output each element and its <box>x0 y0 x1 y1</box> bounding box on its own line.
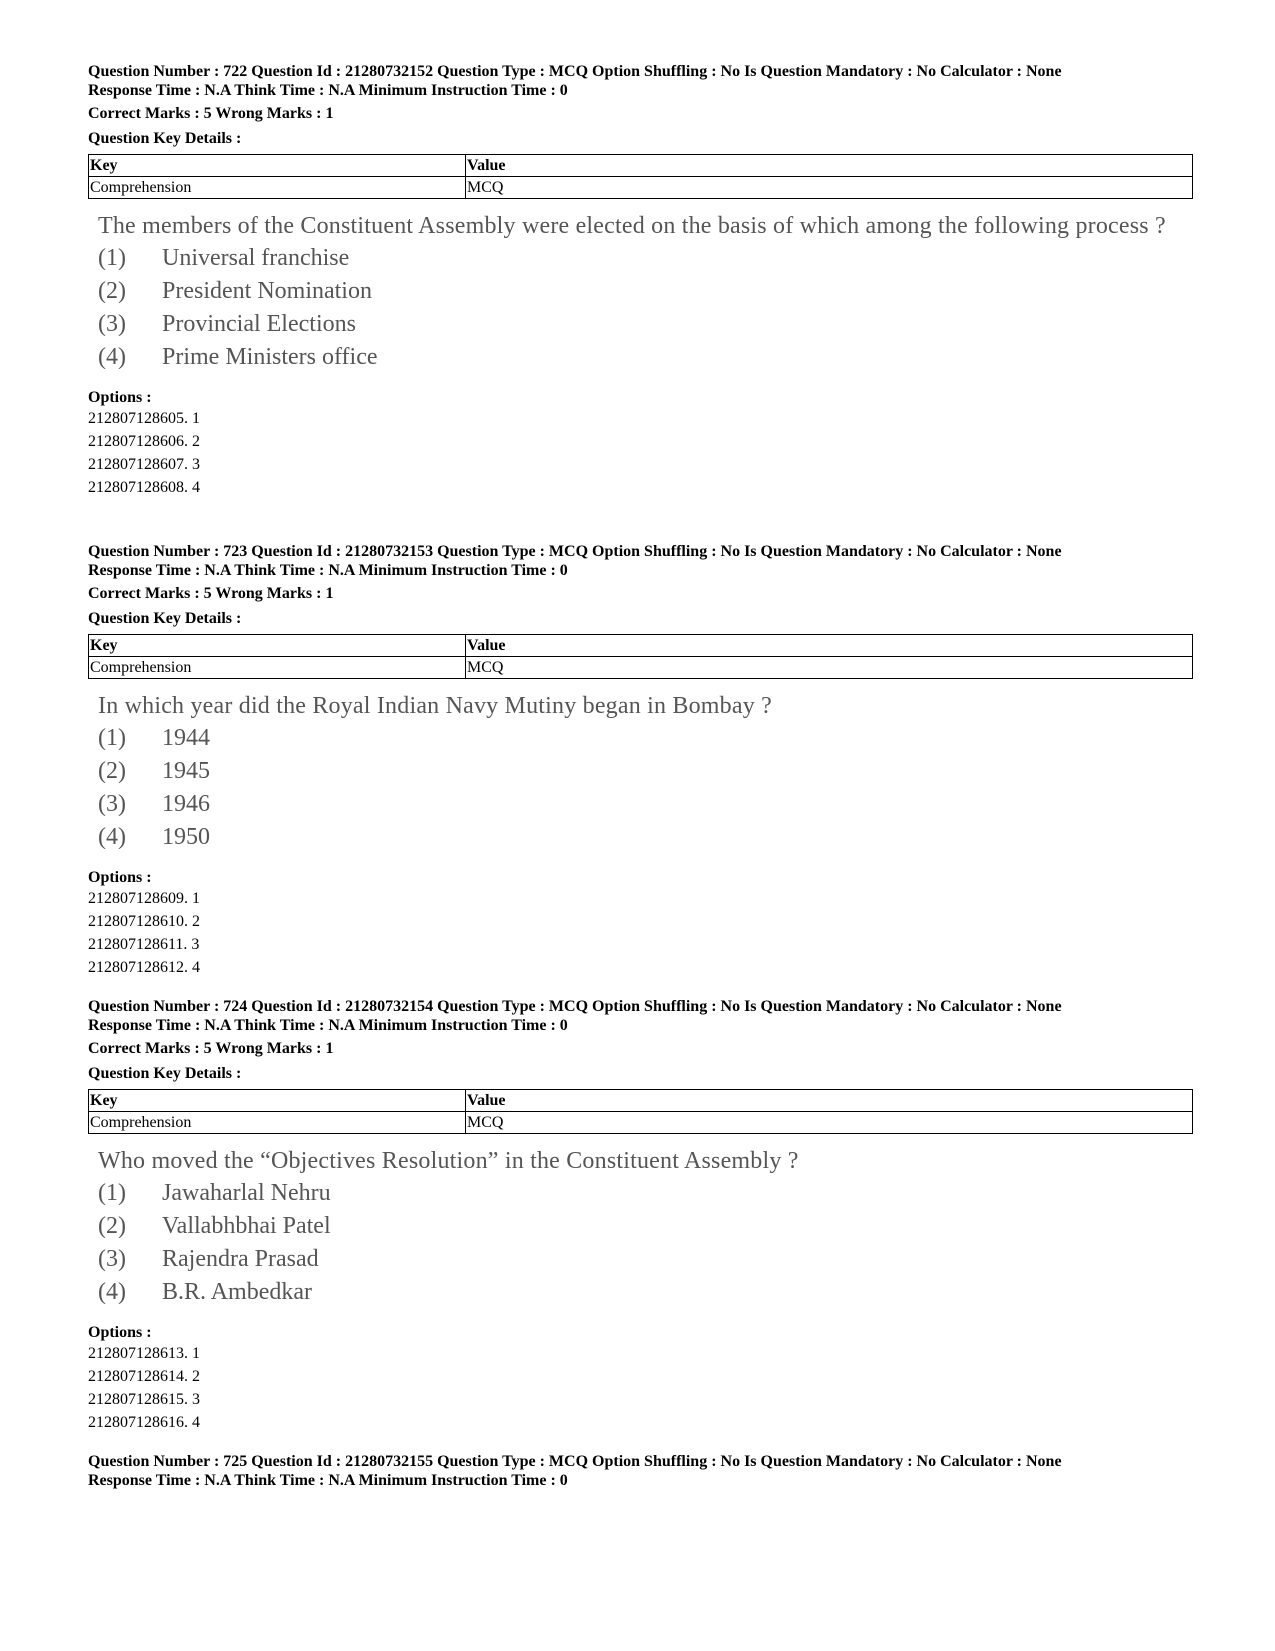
option-item: 212807128605. 1 <box>88 410 200 427</box>
choice-number: (1) <box>98 725 126 751</box>
question-meta-line2: Response Time : N.A Think Time : N.A Minimum Instruction Time : 0 <box>88 82 568 99</box>
question-block-722 <box>88 62 1188 499</box>
table-cell-key: Comprehension <box>89 657 466 679</box>
choice-number: (3) <box>98 311 126 337</box>
question-block-724 <box>88 997 1188 1434</box>
table-header-key: Key <box>89 155 466 177</box>
option-item: 212807128616. 4 <box>88 1414 200 1431</box>
table-header-key: Key <box>89 1090 466 1112</box>
table-header-row <box>89 635 1193 657</box>
key-details-heading: Question Key Details : <box>88 610 242 627</box>
choice-number: (4) <box>98 1279 126 1305</box>
choice-item <box>98 1210 1188 1243</box>
question-block-723 <box>88 542 1188 979</box>
question-meta-line2: Response Time : N.A Think Time : N.A Minimum Instruction Time : 0 <box>88 562 568 579</box>
question-meta-line1: Question Number : 722 Question Id : 21280732152 Question Type : MCQ Option Shuffling : No Is Question Mandatory : No Calculator : None <box>88 63 1062 80</box>
question-meta-line2: Response Time : N.A Think Time : N.A Minimum Instruction Time : 0 <box>88 1017 568 1034</box>
option-item: 212807128612. 4 <box>88 959 200 976</box>
choice-text: Vallabhbhai Patel <box>162 1213 331 1239</box>
table-row <box>89 657 1193 679</box>
choice-text: 1945 <box>162 758 210 784</box>
option-item: 212807128613. 1 <box>88 1345 200 1362</box>
choice-number: (1) <box>98 1180 126 1206</box>
choice-text: Universal franchise <box>162 245 350 271</box>
choice-text: Provincial Elections <box>162 311 356 337</box>
table-cell-key: Comprehension <box>89 1112 466 1134</box>
choice-number: (4) <box>98 344 126 370</box>
choice-item <box>98 308 1188 341</box>
question-image <box>98 691 1188 854</box>
options-heading: Options : <box>88 1324 152 1341</box>
table-cell-key: Comprehension <box>89 177 466 199</box>
option-item: 212807128608. 4 <box>88 479 200 496</box>
option-item: 212807128607. 3 <box>88 456 200 473</box>
choice-number: (1) <box>98 245 126 271</box>
choice-number: (4) <box>98 824 126 850</box>
question-image <box>98 211 1188 374</box>
options-heading: Options : <box>88 869 152 886</box>
question-meta-line2: Response Time : N.A Think Time : N.A Minimum Instruction Time : 0 <box>88 1472 568 1489</box>
table-header-row <box>89 155 1193 177</box>
question-text: In which year did the Royal Indian Navy Mutiny began in Bombay ? <box>98 693 772 719</box>
choice-item <box>98 755 1188 788</box>
choice-number: (2) <box>98 758 126 784</box>
marks-line: Correct Marks : 5 Wrong Marks : 1 <box>88 585 334 602</box>
choice-text: 1950 <box>162 824 210 850</box>
option-item: 212807128615. 3 <box>88 1391 200 1408</box>
choice-text: 1944 <box>162 725 210 751</box>
choice-text: President Nomination <box>162 278 372 304</box>
choice-text: 1946 <box>162 791 210 817</box>
table-cell-value: MCQ <box>466 177 1193 199</box>
choice-text: Jawaharlal Nehru <box>162 1180 331 1206</box>
table-row <box>89 177 1193 199</box>
choice-number: (3) <box>98 791 126 817</box>
table-cell-value: MCQ <box>466 657 1193 679</box>
choice-item <box>98 1243 1188 1276</box>
question-text: Who moved the “Objectives Resolution” in the Constituent Assembly ? <box>98 1148 799 1174</box>
choice-item <box>98 722 1188 755</box>
option-item: 212807128610. 2 <box>88 913 200 930</box>
key-details-table <box>88 154 1193 199</box>
table-header-value: Value <box>466 155 1193 177</box>
option-item: 212807128606. 2 <box>88 433 200 450</box>
question-meta-line1: Question Number : 723 Question Id : 21280732153 Question Type : MCQ Option Shuffling : No Is Question Mandatory : No Calculator : None <box>88 543 1062 560</box>
choice-item <box>98 242 1188 275</box>
choice-number: (2) <box>98 1213 126 1239</box>
question-meta-line1: Question Number : 724 Question Id : 21280732154 Question Type : MCQ Option Shuffling : No Is Question Mandatory : No Calculator : None <box>88 998 1062 1015</box>
question-meta-line1: Question Number : 725 Question Id : 21280732155 Question Type : MCQ Option Shuffling : No Is Question Mandatory : No Calculator : None <box>88 1453 1062 1470</box>
key-details-heading: Question Key Details : <box>88 1065 242 1082</box>
choice-text: B.R. Ambedkar <box>162 1279 312 1305</box>
question-text: The members of the Constituent Assembly were elected on the basis of which among the following process ? <box>98 213 1166 239</box>
options-heading: Options : <box>88 389 152 406</box>
marks-line: Correct Marks : 5 Wrong Marks : 1 <box>88 105 334 122</box>
table-cell-value: MCQ <box>466 1112 1193 1134</box>
table-header-value: Value <box>466 1090 1193 1112</box>
option-item: 212807128609. 1 <box>88 890 200 907</box>
choice-text: Prime Ministers office <box>162 344 378 370</box>
table-header-value: Value <box>466 635 1193 657</box>
choice-text: Rajendra Prasad <box>162 1246 319 1272</box>
option-item: 212807128611. 3 <box>88 936 200 953</box>
table-header-key: Key <box>89 635 466 657</box>
table-header-row <box>89 1090 1193 1112</box>
key-details-heading: Question Key Details : <box>88 130 242 147</box>
choice-item <box>98 1276 1188 1309</box>
key-details-table <box>88 1089 1193 1134</box>
choice-item <box>98 788 1188 821</box>
choice-item <box>98 341 1188 374</box>
choice-number: (2) <box>98 278 126 304</box>
choice-item <box>98 275 1188 308</box>
option-item: 212807128614. 2 <box>88 1368 200 1385</box>
marks-line: Correct Marks : 5 Wrong Marks : 1 <box>88 1040 334 1057</box>
question-block-725 <box>88 1452 1188 1490</box>
question-image <box>98 1146 1188 1309</box>
choice-item <box>98 821 1188 854</box>
choice-item <box>98 1177 1188 1210</box>
table-row <box>89 1112 1193 1134</box>
key-details-table <box>88 634 1193 679</box>
choice-number: (3) <box>98 1246 126 1272</box>
